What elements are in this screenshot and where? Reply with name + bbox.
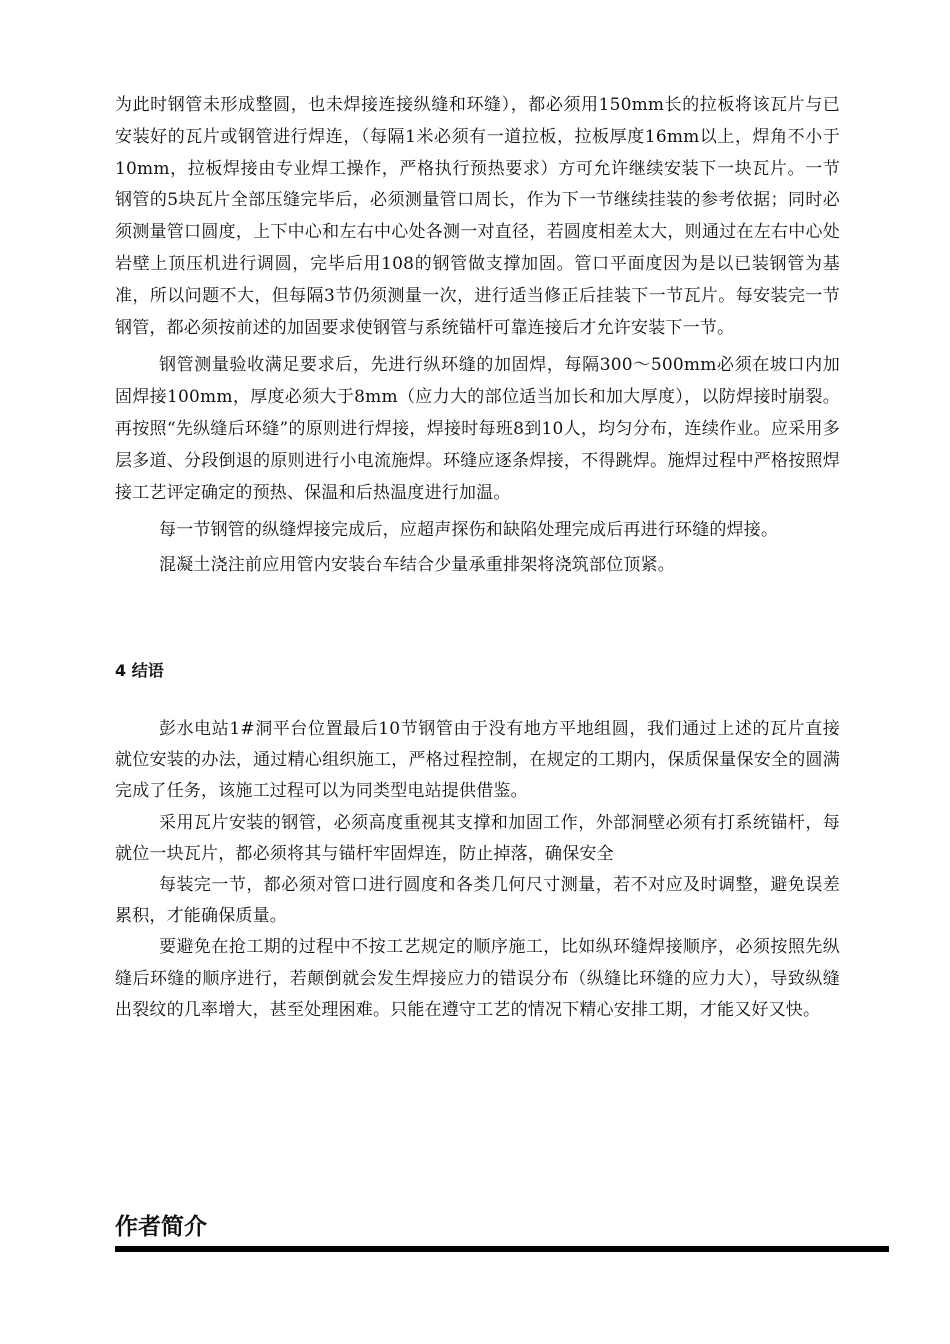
body-paragraph-1: 为此时钢管未形成整圆，也未焊接连接纵缝和环缝），都必须用150mm长的拉板将该瓦片与已安装好的瓦片或钢管进行焊连，（每隔1米必须有一道拉板，拉板厚度16mm以上，焊角不小于10mm，拉板焊接由专业焊工操作，严格执行预热要求）方可允许继续安装下一块瓦片。一节钢管的5块瓦片全部压缝完毕后，必须测量管口周长，作为下一节继续挂装的参考依据；同时必须测量管口圆度，上下中心和左右中心处各测一对直径，若圆度相差太大，则通过在左右中心处岩壁上顶压机进行调圆，完毕后用108的钢管做支撑加固。管口平面度因为是以已装钢管为基准，所以问题不大，但每隔3节仍须测量一次，进行适当修正后挂装下一节瓦片。每安装完一节钢管，都必须按前述的加固要求使钢管与系统锚杆可靠连接后才允许安装下一节。 [115,95,840,338]
conclusion-paragraph-2: 采用瓦片安装的钢管，必须高度重视其支撑和加固工作，外部洞壁必须有打系统锚杆，每就位一块瓦片，都必须将其与锚杆牢固焊连，防止掉落，确保安全 [115,812,840,864]
conclusion-paragraph-4: 要避免在抢工期的过程中不按工艺规定的顺序施工，比如纵环缝焊接顺序，必须按照先纵缝后环缝的顺序进行，若颠倒就会发生焊接应力的错误分布（纵缝比环缝的应力大），导致纵缝出裂纹的几率增大，甚至处理困难。只能在遵守工艺的情况下精心安排工期，才能又好又快。 [115,937,840,1020]
document-page [115,90,840,1020]
body-paragraph-3: 每一节钢管的纵缝焊接完成后，应超声探伤和缺陷处理完成后再进行环缝的焊接。 [159,520,779,541]
conclusion-paragraph-3: 每装完一节，都必须对管口进行圆度和各类几何尺寸测量，若不对应及时调整，避免误差累积，才能确保质量。 [115,875,840,927]
body-paragraph-4: 混凝土浇注前应用管内安装台车结合少量承重排架将浇筑部位顶紧。 [159,555,675,576]
author-section-divider [115,1246,889,1252]
section-heading-conclusion: 4 结语 [115,661,164,680]
body-paragraph-2: 钢管测量验收满足要求后，先进行纵环缝的加固焊，每隔300～500mm必须在坡口内加固焊接100mm，厚度必须大于8mm（应力大的部位适当加长和加大厚度），以防焊接时崩裂。再按照“先纵缝后环缝”的原则进行焊接，焊接时每班8到10人，均匀分布，连续作业。应采用多层多道、分段倒退的原则进行小电流施焊。环缝应逐条焊接，不得跳焊。施焊过程中严格按照焊接工艺评定确定的预热、保温和后热温度进行加温。 [115,355,840,503]
conclusion-section [115,714,840,1026]
conclusion-paragraph-1: 彭水电站1#洞平台位置最后10节钢管由于没有地方平地组圆，我们通过上述的瓦片直接就位安装的办法，通过精心组织施工，严格过程控制，在规定的工期内，保质保量保安全的圆满完成了任务，该施工过程可以为同类型电站提供借鉴。 [115,719,840,802]
author-section-title: 作者简介 [115,1214,207,1240]
